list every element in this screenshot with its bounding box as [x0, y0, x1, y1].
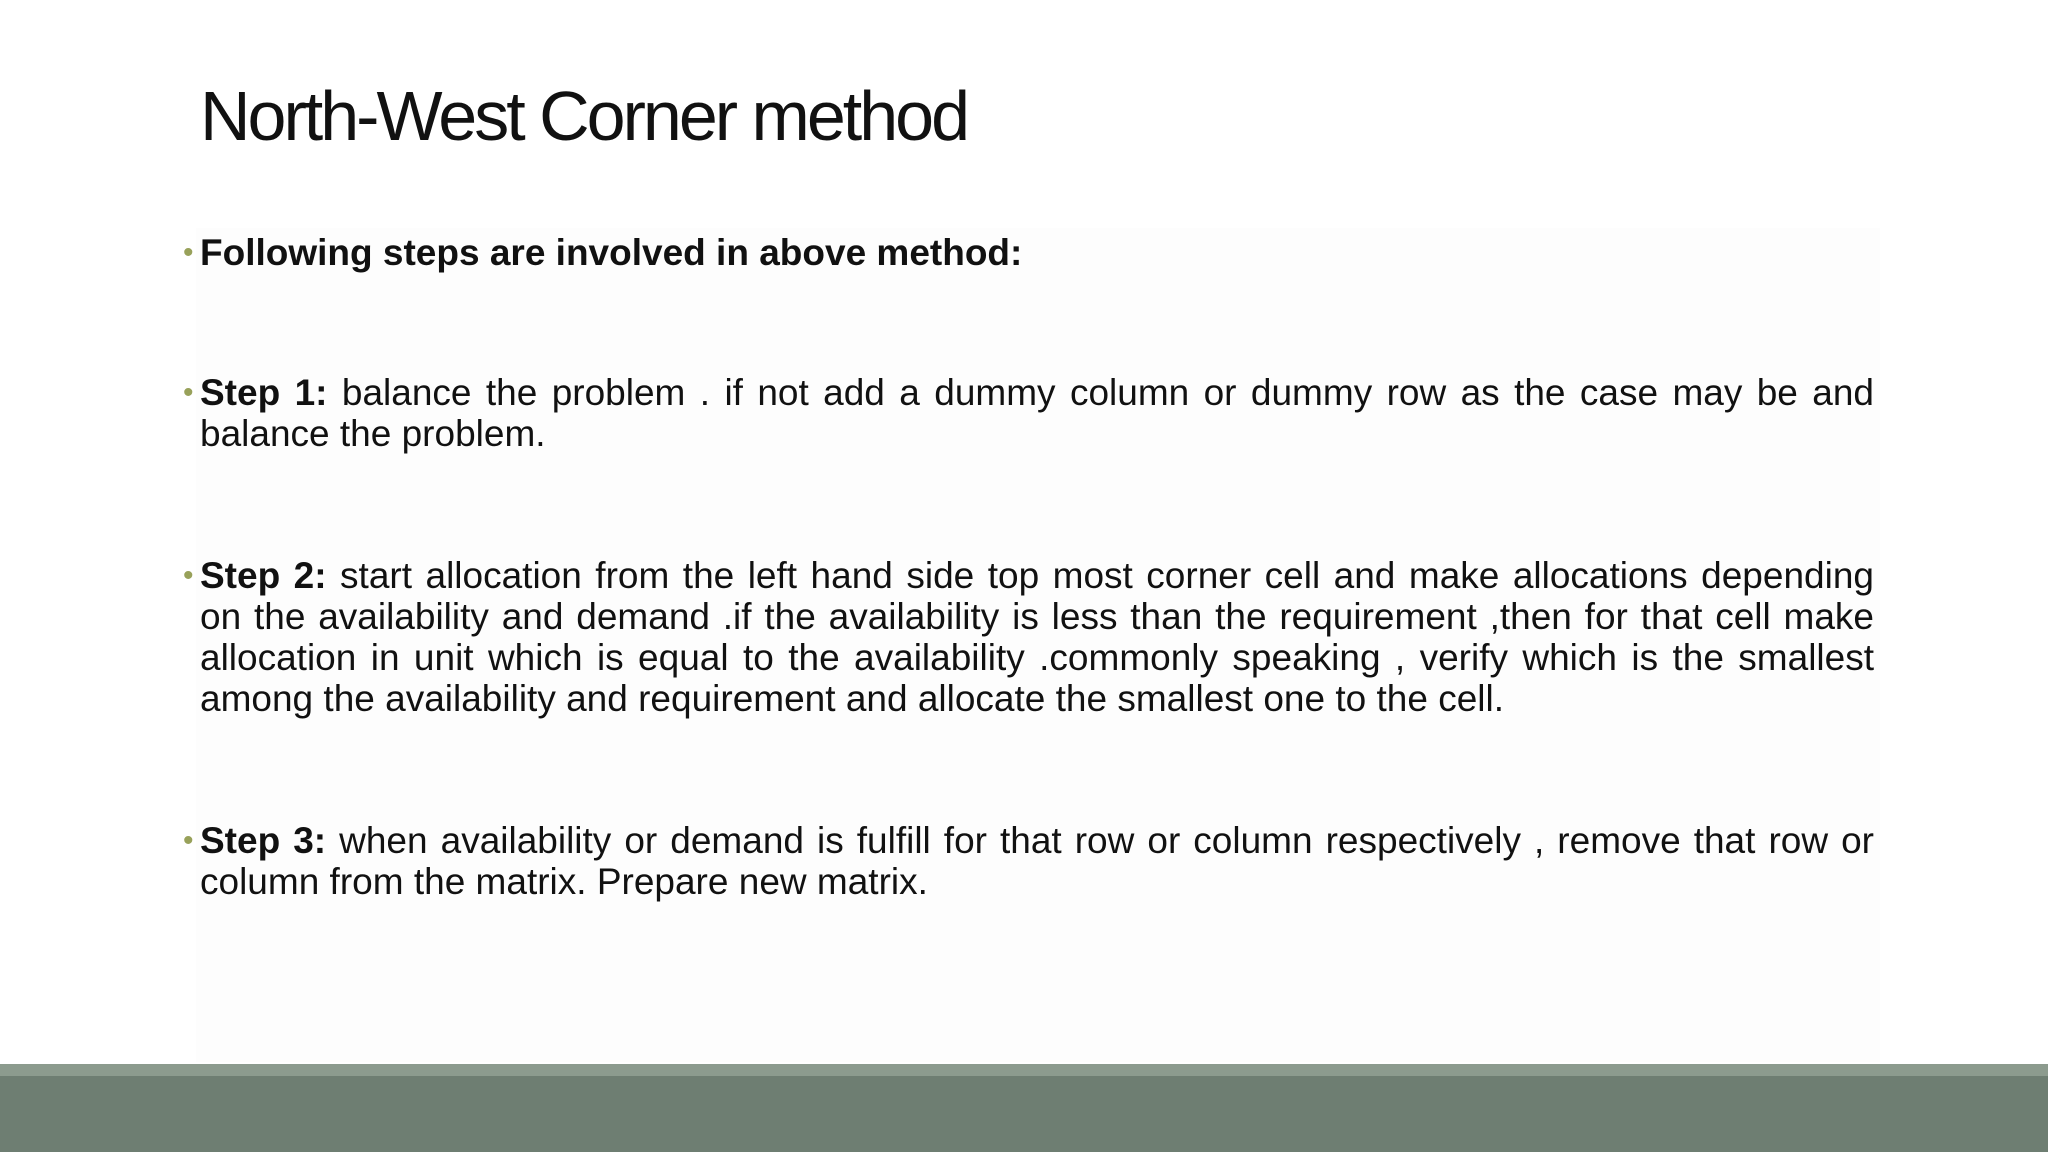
slide-title: North-West Corner method	[200, 77, 968, 155]
bullet-dot-icon: •	[183, 236, 194, 269]
footer-stripe-light	[0, 1064, 2048, 1076]
bullet-intro	[183, 232, 1874, 273]
bullet-dot-icon: •	[183, 559, 194, 592]
step-3-text: when availability or demand is fulfill for that row or column respectively , remove that row or column from the matrix. Prepare new matrix.	[200, 820, 1874, 902]
bullet-step-1	[183, 372, 1875, 454]
step-1-label: Step 1:	[200, 372, 328, 413]
step-2-label: Step 2:	[200, 555, 327, 596]
bullet-step-3	[183, 820, 1874, 902]
step-2-text: start allocation from the left hand side top most corner cell and make allocations depending on the availability and demand .if the availability is less than the requirement ,then for that cell make allocation in unit which is equal to the availability .commonly speaking , verify which is the smallest among the availability and requirement and allocate the smallest one to the cell.	[200, 555, 1874, 719]
bullet-dot-icon: •	[183, 824, 194, 857]
bullet-step-2	[183, 555, 1874, 719]
step-1-text: balance the problem . if not add a dummy column or dummy row as the case may be and balance the problem.	[200, 372, 1875, 454]
footer-band	[0, 1076, 2048, 1152]
bullet-intro-heading: Following steps are involved in above method:	[200, 232, 1023, 273]
bullet-dot-icon: •	[183, 376, 194, 409]
bullet-list	[183, 232, 1875, 902]
step-3-label: Step 3:	[200, 820, 327, 861]
